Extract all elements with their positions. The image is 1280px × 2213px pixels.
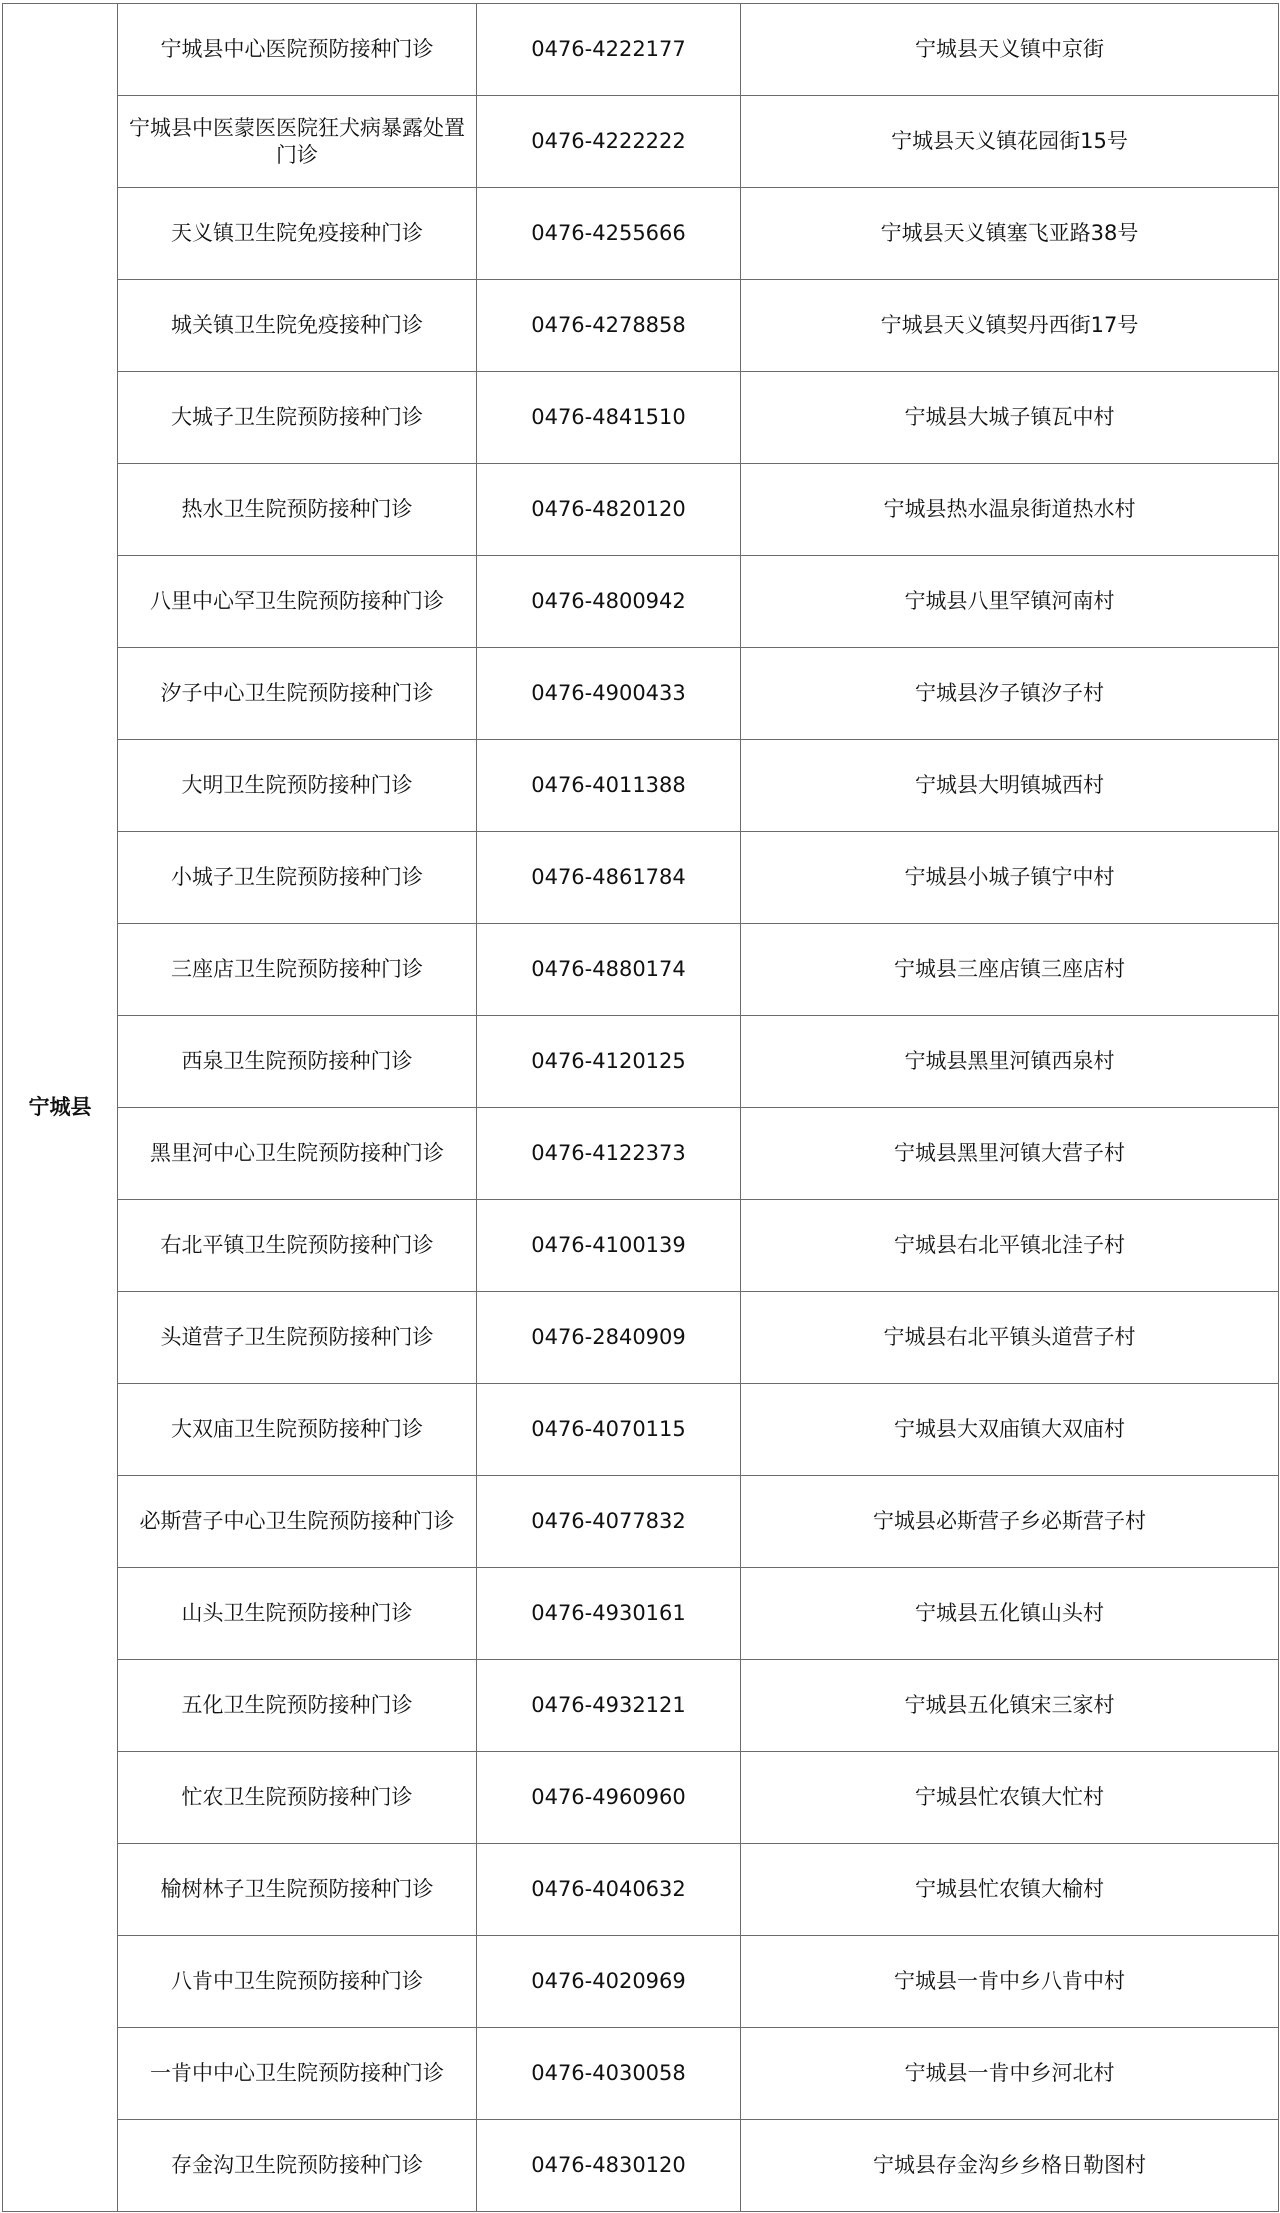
table-row — [3, 96, 1279, 188]
clinic-name-cell: 头道营子卫生院预防接种门诊 — [118, 1292, 477, 1384]
table-row — [3, 1292, 1279, 1384]
address-cell: 宁城县忙农镇大忙村 — [741, 1752, 1279, 1844]
phone-cell: 0476-4120125 — [477, 1016, 741, 1108]
clinic-name-cell: 宁城县中医蒙医医院狂犬病暴露处置门诊 — [118, 96, 477, 188]
clinic-name-cell: 大城子卫生院预防接种门诊 — [118, 372, 477, 464]
clinic-name-cell: 一肯中中心卫生院预防接种门诊 — [118, 2028, 477, 2120]
clinic-name-cell: 三座店卫生院预防接种门诊 — [118, 924, 477, 1016]
clinic-name-cell: 汐子中心卫生院预防接种门诊 — [118, 648, 477, 740]
table-row — [3, 924, 1279, 1016]
phone-cell: 0476-4278858 — [477, 280, 741, 372]
phone-cell: 0476-4070115 — [477, 1384, 741, 1476]
table-row — [3, 1200, 1279, 1292]
phone-cell: 0476-4880174 — [477, 924, 741, 1016]
phone-cell: 0476-4900433 — [477, 648, 741, 740]
phone-cell: 0476-4255666 — [477, 188, 741, 280]
clinic-name-cell: 天义镇卫生院免疫接种门诊 — [118, 188, 477, 280]
address-cell: 宁城县天义镇契丹西街17号 — [741, 280, 1279, 372]
phone-cell: 0476-4100139 — [477, 1200, 741, 1292]
clinic-name-cell: 小城子卫生院预防接种门诊 — [118, 832, 477, 924]
table-row — [3, 464, 1279, 556]
clinic-name-cell: 大双庙卫生院预防接种门诊 — [118, 1384, 477, 1476]
address-cell: 宁城县大城子镇瓦中村 — [741, 372, 1279, 464]
table-row — [3, 2120, 1279, 2212]
table-row — [3, 1384, 1279, 1476]
table-row — [3, 832, 1279, 924]
county-cell: 宁城县 — [3, 4, 118, 2212]
address-cell: 宁城县大双庙镇大双庙村 — [741, 1384, 1279, 1476]
clinic-table — [2, 3, 1279, 2212]
address-cell: 宁城县右北平镇头道营子村 — [741, 1292, 1279, 1384]
phone-cell: 0476-4800942 — [477, 556, 741, 648]
address-cell: 宁城县天义镇中京街 — [741, 4, 1279, 96]
phone-cell: 0476-4861784 — [477, 832, 741, 924]
address-cell: 宁城县必斯营子乡必斯营子村 — [741, 1476, 1279, 1568]
table-row — [3, 1016, 1279, 1108]
phone-cell: 0476-4222222 — [477, 96, 741, 188]
phone-cell: 0476-4011388 — [477, 740, 741, 832]
clinic-name-cell: 榆树林子卫生院预防接种门诊 — [118, 1844, 477, 1936]
clinic-name-cell: 八里中心罕卫生院预防接种门诊 — [118, 556, 477, 648]
clinic-name-cell: 必斯营子中心卫生院预防接种门诊 — [118, 1476, 477, 1568]
phone-cell: 0476-4030058 — [477, 2028, 741, 2120]
table-row — [3, 648, 1279, 740]
clinic-name-cell: 黑里河中心卫生院预防接种门诊 — [118, 1108, 477, 1200]
phone-cell: 0476-4077832 — [477, 1476, 741, 1568]
phone-cell: 0476-4930161 — [477, 1568, 741, 1660]
table-row — [3, 556, 1279, 648]
address-cell: 宁城县热水温泉街道热水村 — [741, 464, 1279, 556]
clinic-name-cell: 大明卫生院预防接种门诊 — [118, 740, 477, 832]
clinic-name-cell: 五化卫生院预防接种门诊 — [118, 1660, 477, 1752]
clinic-name-cell: 山头卫生院预防接种门诊 — [118, 1568, 477, 1660]
table-row — [3, 372, 1279, 464]
address-cell: 宁城县右北平镇北洼子村 — [741, 1200, 1279, 1292]
table-row — [3, 280, 1279, 372]
phone-cell: 0476-4830120 — [477, 2120, 741, 2212]
clinic-name-cell: 右北平镇卫生院预防接种门诊 — [118, 1200, 477, 1292]
phone-cell: 0476-4960960 — [477, 1752, 741, 1844]
table-row — [3, 188, 1279, 280]
clinic-name-cell: 八肯中卫生院预防接种门诊 — [118, 1936, 477, 2028]
table-row — [3, 1936, 1279, 2028]
phone-cell: 0476-4820120 — [477, 464, 741, 556]
phone-cell: 0476-4122373 — [477, 1108, 741, 1200]
clinic-name-cell: 城关镇卫生院免疫接种门诊 — [118, 280, 477, 372]
table-row — [3, 1568, 1279, 1660]
table-row — [3, 1752, 1279, 1844]
phone-cell: 0476-2840909 — [477, 1292, 741, 1384]
address-cell: 宁城县天义镇花园街15号 — [741, 96, 1279, 188]
clinic-name-cell: 忙农卫生院预防接种门诊 — [118, 1752, 477, 1844]
clinic-name-cell: 热水卫生院预防接种门诊 — [118, 464, 477, 556]
address-cell: 宁城县三座店镇三座店村 — [741, 924, 1279, 1016]
address-cell: 宁城县汐子镇汐子村 — [741, 648, 1279, 740]
clinic-name-cell: 西泉卫生院预防接种门诊 — [118, 1016, 477, 1108]
address-cell: 宁城县存金沟乡乡格日勒图村 — [741, 2120, 1279, 2212]
address-cell: 宁城县大明镇城西村 — [741, 740, 1279, 832]
address-cell: 宁城县黑里河镇西泉村 — [741, 1016, 1279, 1108]
address-cell: 宁城县天义镇塞飞亚路38号 — [741, 188, 1279, 280]
phone-cell: 0476-4932121 — [477, 1660, 741, 1752]
address-cell: 宁城县五化镇宋三家村 — [741, 1660, 1279, 1752]
table-row — [3, 740, 1279, 832]
table-row — [3, 4, 1279, 96]
table-row — [3, 1108, 1279, 1200]
clinic-table-body — [3, 4, 1279, 2212]
address-cell: 宁城县八里罕镇河南村 — [741, 556, 1279, 648]
clinic-name-cell: 宁城县中心医院预防接种门诊 — [118, 4, 477, 96]
phone-cell: 0476-4020969 — [477, 1936, 741, 2028]
address-cell: 宁城县一肯中乡河北村 — [741, 2028, 1279, 2120]
phone-cell: 0476-4841510 — [477, 372, 741, 464]
address-cell: 宁城县忙农镇大榆村 — [741, 1844, 1279, 1936]
address-cell: 宁城县黑里河镇大营子村 — [741, 1108, 1279, 1200]
address-cell: 宁城县小城子镇宁中村 — [741, 832, 1279, 924]
phone-cell: 0476-4040632 — [477, 1844, 741, 1936]
table-row — [3, 1660, 1279, 1752]
table-row — [3, 1844, 1279, 1936]
clinic-name-cell: 存金沟卫生院预防接种门诊 — [118, 2120, 477, 2212]
table-row — [3, 1476, 1279, 1568]
phone-cell: 0476-4222177 — [477, 4, 741, 96]
address-cell: 宁城县五化镇山头村 — [741, 1568, 1279, 1660]
address-cell: 宁城县一肯中乡八肯中村 — [741, 1936, 1279, 2028]
table-row — [3, 2028, 1279, 2120]
